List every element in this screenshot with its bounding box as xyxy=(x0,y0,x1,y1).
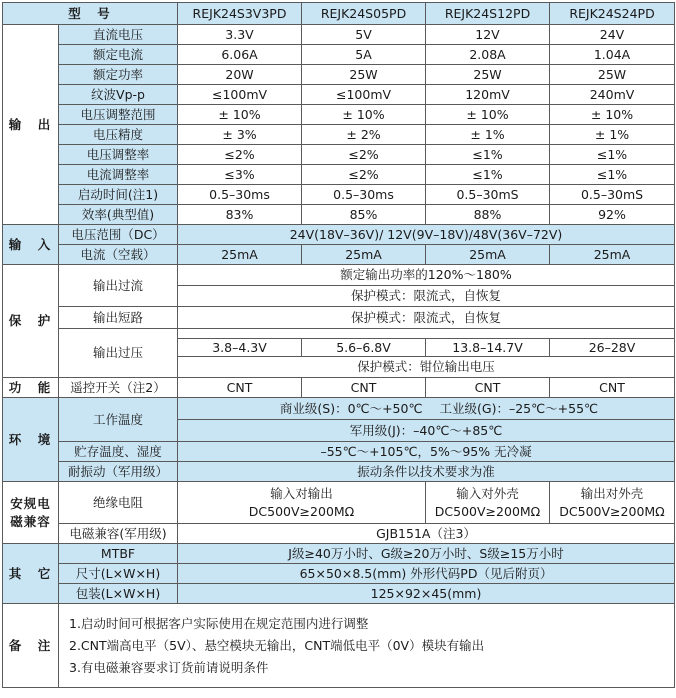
row-label: 耐振动（军用级） xyxy=(59,462,178,482)
cell-value: ≤1% xyxy=(426,145,550,165)
row-label: 启动时间(注1) xyxy=(59,185,178,205)
cell-value: ≤2% xyxy=(178,145,302,165)
model-name: REJK24S3V3PD xyxy=(178,3,302,25)
cell-value: 3.8–4.3V xyxy=(178,339,302,357)
output-row xyxy=(3,25,675,45)
insulation-input-case xyxy=(426,482,550,524)
insulation-value: DC500V≥200MΩ xyxy=(434,503,541,519)
row-label: 电压精度 xyxy=(59,125,178,145)
spec-table xyxy=(2,2,675,688)
row-label: MTBF xyxy=(59,544,178,564)
output-row xyxy=(3,185,675,205)
cell-value: 240mV xyxy=(550,85,675,105)
cell-value: 1.04A xyxy=(550,45,675,65)
cell-value: ≤100mV xyxy=(302,85,426,105)
cell-value: ± 3% xyxy=(178,125,302,145)
row-label: 遥控开关（注2） xyxy=(59,378,178,398)
package-row xyxy=(3,584,675,604)
cell-value: ± 10% xyxy=(178,105,302,125)
cell-value: 12V xyxy=(426,25,550,45)
row-label: 电流调整率 xyxy=(59,165,178,185)
input-current-row xyxy=(3,245,675,265)
row-label: 额定功率 xyxy=(59,65,178,85)
output-group-label: 输 出 xyxy=(3,25,59,225)
vibration-row xyxy=(3,462,675,482)
cell-value: ≤2% xyxy=(302,145,426,165)
output-row xyxy=(3,65,675,85)
safety-group-label xyxy=(3,482,59,544)
cell-value: ≤1% xyxy=(550,165,675,185)
output-row xyxy=(3,125,675,145)
cell-value: CNT xyxy=(550,378,675,398)
cell-value: 13.8–14.7V xyxy=(426,339,550,357)
output-row xyxy=(3,85,675,105)
note-line: 3.有电磁兼容要求订货前请说明条件 xyxy=(69,659,269,675)
safety-group-line1: 安规电 xyxy=(10,495,51,511)
cell-value: ≤1% xyxy=(550,145,675,165)
insulation-value: DC500V≥200MΩ xyxy=(559,503,665,519)
row-label: 电流（空载） xyxy=(59,245,178,265)
row-label: 直流电压 xyxy=(59,25,178,45)
cell-value: ≤100mV xyxy=(178,85,302,105)
row-label: 电压调整范围 xyxy=(59,105,178,125)
row-label: 输出短路 xyxy=(59,307,178,329)
model-name: REJK24S24PD xyxy=(550,3,675,25)
note-line: 1.启动时间可根据客户实际使用在规定范围内进行调整 xyxy=(69,615,369,631)
temp-industrial: 工业级(G)：–25℃～+55℃ xyxy=(426,398,675,420)
short-circuit-mode: 保护模式：限流式，自恢复 xyxy=(178,307,675,329)
cell-value: 25mA xyxy=(550,245,675,265)
output-row xyxy=(3,165,675,185)
cell-value: 20W xyxy=(178,65,302,85)
row-label: 输出过流 xyxy=(59,265,178,307)
cell-value: ± 10% xyxy=(302,105,426,125)
insulation-value: DC500V≥200MΩ xyxy=(248,503,355,519)
vibration-value: 振动条件以技术要求为准 xyxy=(178,462,675,482)
cell-value: CNT xyxy=(302,378,426,398)
cell-value: 0.5–30ms xyxy=(178,185,302,205)
row-label: 贮存温度、湿度 xyxy=(59,442,178,462)
header-row xyxy=(3,3,675,25)
cell-value: 0.5–30mS xyxy=(550,185,675,205)
cell-value: 25W xyxy=(302,65,426,85)
insulation-input-output xyxy=(178,482,426,524)
cell-value: 0.5–30ms xyxy=(302,185,426,205)
row-label: 电压调整率 xyxy=(59,145,178,165)
row-label: 额定电流 xyxy=(59,45,178,65)
package-value: 125×92×45(mm) xyxy=(178,584,675,604)
model-name: REJK24S12PD xyxy=(426,3,550,25)
input-voltage-row xyxy=(3,225,675,245)
input-group-label: 输 入 xyxy=(3,225,59,265)
input-voltage-value: 24V(18V–36V)/ 12V(9V–18V)/48V(36V–72V) xyxy=(178,225,675,245)
cell-value: 24V xyxy=(550,25,675,45)
size-value: 65×50×8.5(mm) 外形代码PD（见后附页） xyxy=(178,564,675,584)
cell-value: 25W xyxy=(426,65,550,85)
cell-value: ≤1% xyxy=(426,165,550,185)
row-label: 效率(典型值) xyxy=(59,205,178,225)
notes-group-label: 备 注 xyxy=(3,604,59,688)
cell-value: CNT xyxy=(426,378,550,398)
model-header-label: 型 号 xyxy=(3,3,178,25)
cell-value: ± 10% xyxy=(426,105,550,125)
row-label: 电压范围（DC） xyxy=(59,225,178,245)
storage-row xyxy=(3,442,675,462)
row-label: 电磁兼容(军用级) xyxy=(59,524,178,544)
cell-value: ± 1% xyxy=(426,125,550,145)
row-label: 纹波Vp-p xyxy=(59,85,178,105)
cell-value: 120mV xyxy=(426,85,550,105)
cell-value: 25mA xyxy=(178,245,302,265)
cell-value: 25W xyxy=(550,65,675,85)
notes-content xyxy=(59,604,675,688)
safety-group-line2: 磁兼容 xyxy=(10,513,51,529)
notes-row xyxy=(3,604,675,688)
emc-row xyxy=(3,524,675,544)
short-circuit-row xyxy=(3,307,675,329)
function-group-label: 功 能 xyxy=(3,378,59,398)
overvoltage-spacer-row xyxy=(3,329,675,339)
environment-group-label: 环 境 xyxy=(3,398,59,482)
overvoltage-mode: 保护模式：钳位输出电压 xyxy=(178,357,675,378)
cell-value: 26–28V xyxy=(550,339,675,357)
cell-value: 2.08A xyxy=(426,45,550,65)
cell-value: 88% xyxy=(426,205,550,225)
operating-temp-row xyxy=(3,398,675,420)
cell-value: ± 1% xyxy=(550,125,675,145)
cell-value: ± 2% xyxy=(302,125,426,145)
row-label: 尺寸(L×W×H) xyxy=(59,564,178,584)
cell-value: 25mA xyxy=(302,245,426,265)
cell-value: ± 10% xyxy=(550,105,675,125)
row-label: 包装(L×W×H) xyxy=(59,584,178,604)
model-name: REJK24S05PD xyxy=(302,3,426,25)
remote-row xyxy=(3,378,675,398)
cell-value: 5A xyxy=(302,45,426,65)
output-row xyxy=(3,145,675,165)
cell-value: 92% xyxy=(550,205,675,225)
insulation-title: 输入对外壳 xyxy=(456,485,519,501)
insulation-row xyxy=(3,482,675,524)
row-label: 绝缘电阻 xyxy=(59,482,178,524)
temp-military: 军用级(J)：–40℃～+85℃ xyxy=(178,420,675,442)
output-row xyxy=(3,45,675,65)
output-row xyxy=(3,205,675,225)
cell-value: CNT xyxy=(178,378,302,398)
overcurrent-mode: 保护模式：限流式，自恢复 xyxy=(178,286,675,307)
insulation-output-case xyxy=(550,482,675,524)
cell-value: 85% xyxy=(302,205,426,225)
overvoltage-spacer xyxy=(178,329,675,339)
row-label: 工作温度 xyxy=(59,398,178,442)
protection-group-label: 保 护 xyxy=(3,265,59,378)
note-line: 2.CNT端高电平（5V）、悬空模块无输出，CNT端低电平（0V）模块有输出 xyxy=(69,637,485,653)
storage-value: –55℃～+105℃，5%～95% 无冷凝 xyxy=(178,442,675,462)
emc-value: GJB151A（注3） xyxy=(178,524,675,544)
output-row xyxy=(3,105,675,125)
cell-value: 25mA xyxy=(426,245,550,265)
cell-value: 83% xyxy=(178,205,302,225)
insulation-title: 输入对输出 xyxy=(270,485,333,501)
cell-value: ≤3% xyxy=(178,165,302,185)
row-label: 输出过压 xyxy=(59,329,178,378)
cell-value: 6.06A xyxy=(178,45,302,65)
cell-value: 0.5–30mS xyxy=(426,185,550,205)
temp-commercial: 商业级(S)：0℃～+50℃ xyxy=(178,398,426,420)
insulation-title: 输出对外壳 xyxy=(580,485,644,501)
cell-value: 5V xyxy=(302,25,426,45)
cell-value: 3.3V xyxy=(178,25,302,45)
size-row xyxy=(3,564,675,584)
other-group-label: 其 它 xyxy=(3,544,59,604)
mtbf-row xyxy=(3,544,675,564)
overcurrent-row xyxy=(3,265,675,286)
overcurrent-range: 额定输出功率的120%～180% xyxy=(178,265,675,286)
cell-value: 5.6–6.8V xyxy=(302,339,426,357)
mtbf-value: J级≥40万小时、G级≥20万小时、S级≥15万小时 xyxy=(178,544,675,564)
cell-value: ≤2% xyxy=(302,165,426,185)
